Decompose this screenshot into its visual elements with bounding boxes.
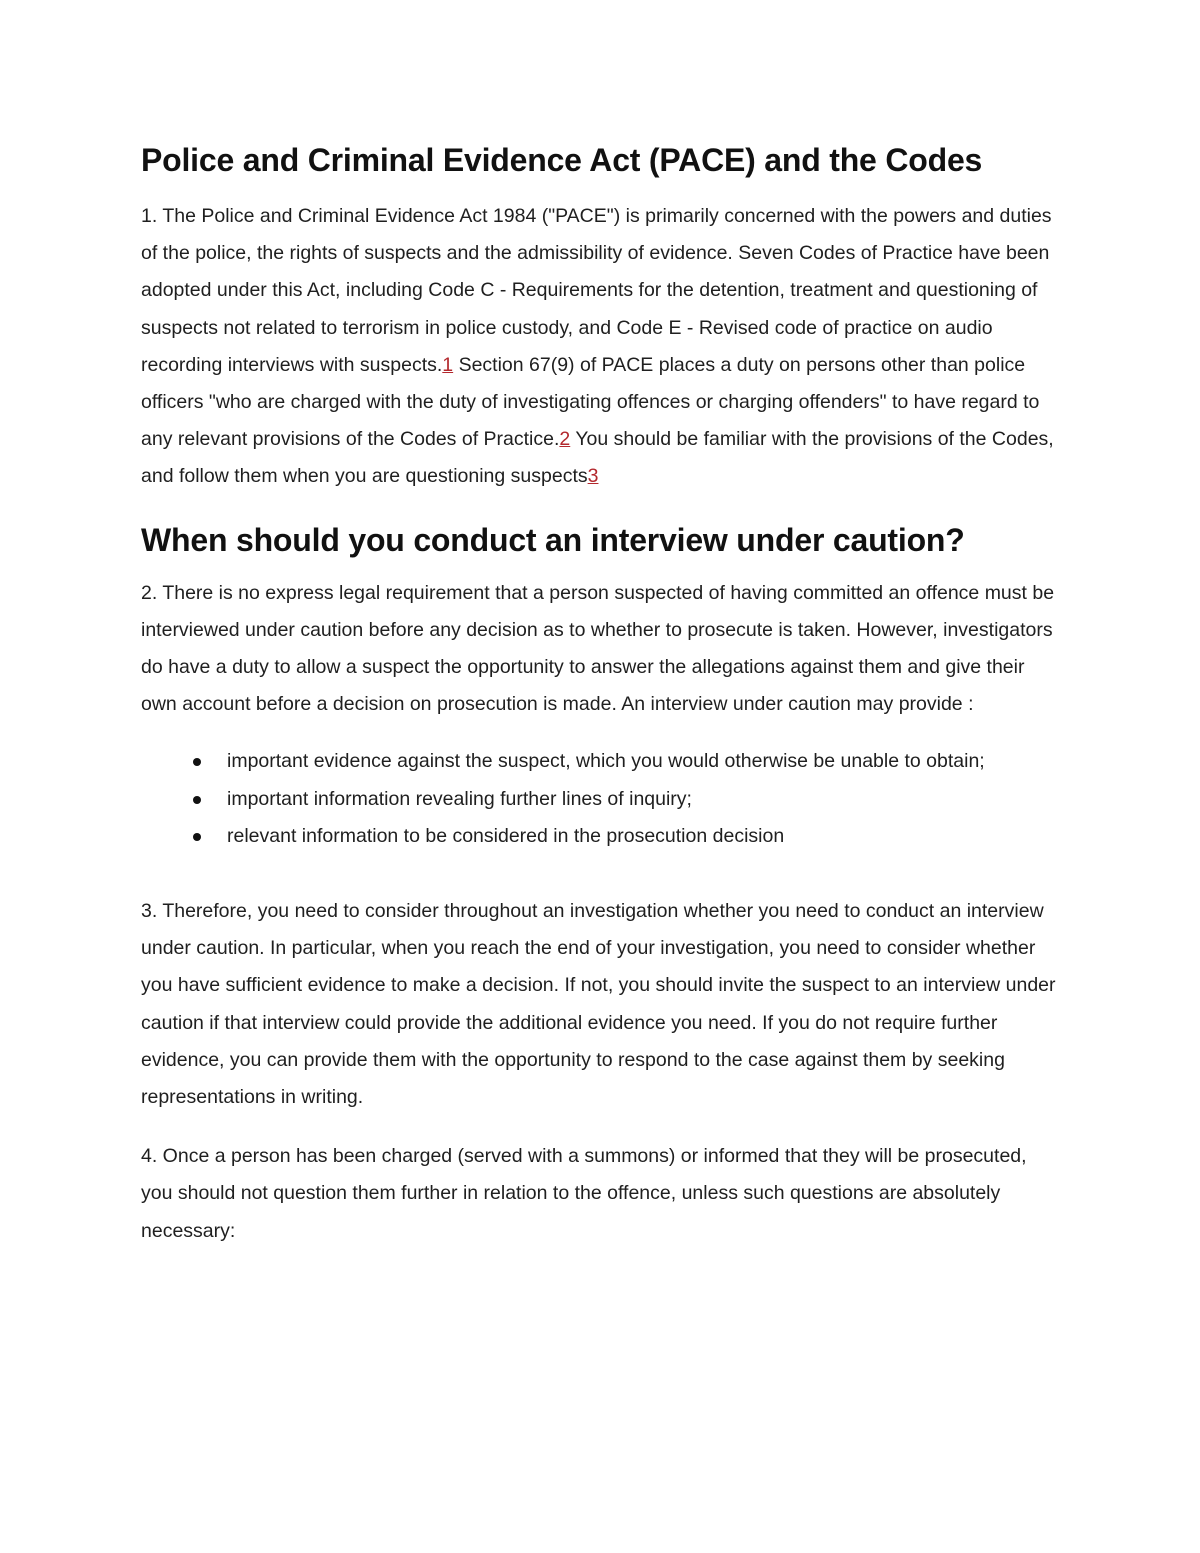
paragraph-1 [141,198,1061,496]
paragraph-1-text-b: Section 67(9) of PACE places a duty on persons other than police officers "who are charged with the duty of investigating offences or charging offenders" to have regard to any relevant provisions of the Codes of Practice. [141,353,1040,451]
paragraph-3: 3. Therefore, you need to consider throughout an investigation whether you need to conduct an interview under caution. In particular, when you reach the end of your investigation, you need to consider whether you have sufficient evidence to make a decision. If not, you should invite the suspect to an interview under caution if that interview could provide the additional evidence you need. If you do not require further evidence, you can provide them with the opportunity to respond to the case against them by seeking representations in writing. [141,900,1056,1109]
page-title: Police and Criminal Evidence Act (PACE) and the Codes [141,142,983,178]
list-item [227,818,1061,855]
list-item [227,743,1061,780]
paragraph-1-text-a: 1. The Police and Criminal Evidence Act 1984 ("PACE") is primarily concerned with the powers and duties of the police, the rights of suspects and the admissibility of evidence. Seven Codes of Practice have been adopted under this Act, including Code C - Requirements for the detention, treatment and questioning of suspects not related to terrorism in police custody, and Code E - Revised code of practice on audio recording interviews with suspects. [141,205,1052,376]
bullet-list [141,743,1061,855]
paragraph-1-text-c: You should be familiar with the provisions of the Codes, and follow them when you are questioning suspects [141,428,1054,488]
bullet-icon [193,758,201,766]
bullet-icon [193,833,201,841]
footnote-link-3[interactable]: 3 [587,465,599,488]
bullet-icon [193,796,201,804]
paragraph-2: 2. There is no express legal requirement that a person suspected of having committed an offence must be interviewed under caution before any decision as to whether to prosecute is taken. However, investigators do have a duty to allow a suspect the opportunity to answer the allegations against them and give their own account before a decision on prosecution is made. An interview under caution may provide : [141,581,1055,716]
footnote-link-2[interactable]: 2 [559,428,571,451]
list-item-text: important information revealing further lines of inquiry; [227,787,692,810]
section-heading: When should you conduct an interview under caution? [141,521,965,558]
paragraph-4: 4. Once a person has been charged (served with a summons) or informed that they will be prosecuted, you should not question them further in relation to the offence, unless such questions are absolutely necessary: [141,1145,1027,1242]
list-item [227,781,1061,818]
list-item-text: important evidence against the suspect, which you would otherwise be unable to obtain; [227,750,985,773]
list-item-text: relevant information to be considered in the prosecution decision [227,824,785,847]
footnote-link-1[interactable]: 1 [442,353,454,376]
document-page [141,138,1061,1250]
